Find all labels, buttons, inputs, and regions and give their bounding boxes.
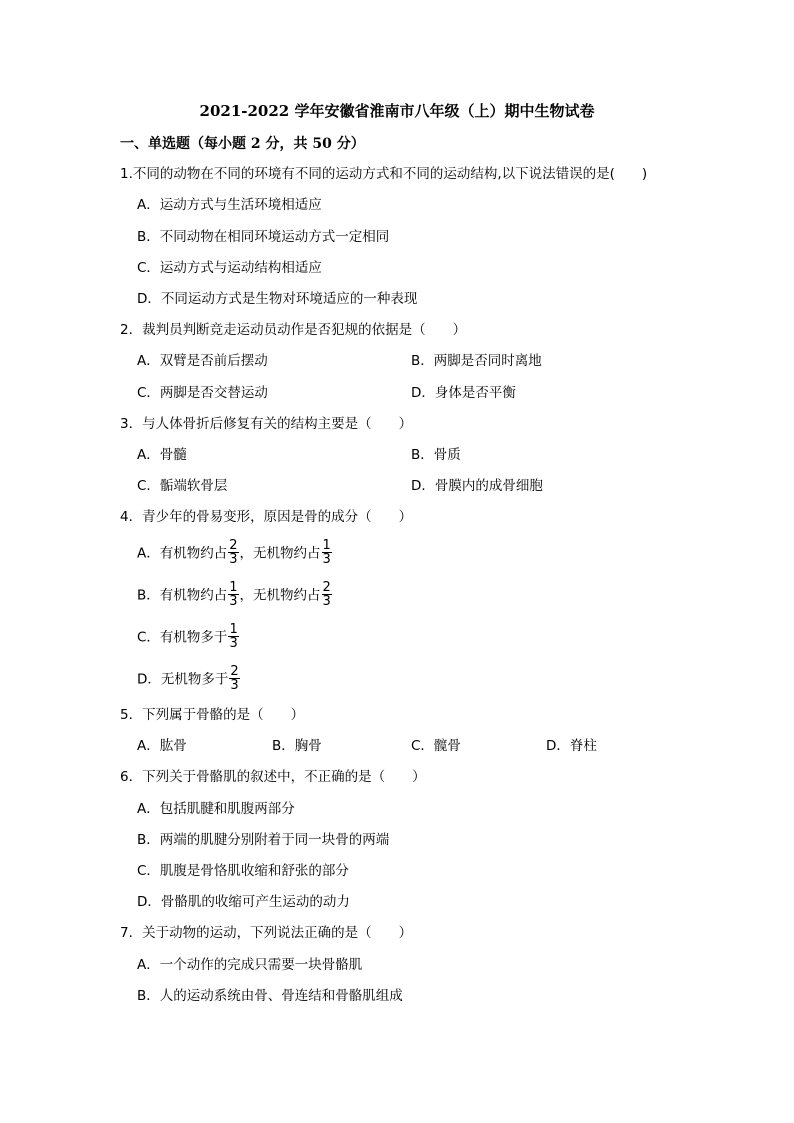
fraction <box>322 539 332 566</box>
fraction-numerator: 2 <box>230 664 239 679</box>
option-text: C．有机物多于 <box>137 629 228 646</box>
section-heading: 一、单选题（每小题 2 分，共 50 分） <box>120 136 365 152</box>
exam-title: 2021-2022 学年安徽省淮南市八年级（上）期中生物试卷 <box>199 102 595 120</box>
question-7-option-a: A．一个动作的完成只需要一块骨骼肌 <box>137 957 363 973</box>
question-2-option-b: B．两脚是否同时离地 <box>411 353 542 369</box>
question-1-option-d: D．不同运动方式是生物对环境适应的一种表现 <box>137 291 418 307</box>
question-6-option-b: B．两端的肌腱分别附着于同一块骨的两端 <box>137 832 390 848</box>
fraction-numerator: 1 <box>322 538 331 553</box>
question-5-stem: 5．下列属于骨骼的是（ ） <box>120 707 305 723</box>
question-4-option-b <box>137 582 333 609</box>
question-2-option-c: C．两脚是否交替运动 <box>137 385 268 401</box>
fraction <box>228 581 238 608</box>
question-5-option-b: B．胸骨 <box>272 738 322 754</box>
question-1-option-c: C．运动方式与运动结构相适应 <box>137 260 322 276</box>
question-3-option-b: B．骨质 <box>411 447 461 463</box>
question-2-option-a: A．双臂是否前后摆动 <box>137 353 268 369</box>
fraction-denominator: 3 <box>229 636 238 651</box>
question-5-option-c: C．髋骨 <box>411 738 461 754</box>
option-text: D．无机物多于 <box>137 671 229 688</box>
question-6-option-a: A．包括肌腱和肌腹两部分 <box>137 801 295 817</box>
fraction-numerator: 2 <box>322 580 331 595</box>
question-6-option-c: C．肌腹是骨恪肌收缩和舒张的部分 <box>137 863 349 879</box>
question-3-option-a: A．骨髓 <box>137 447 187 463</box>
question-4-stem: 4．青少年的骨易变形，原因是骨的成分（ ） <box>120 509 413 525</box>
fraction <box>228 539 238 566</box>
fraction-numerator: 2 <box>229 538 238 553</box>
option-text: B．有机物约占 <box>137 587 228 604</box>
question-7-stem: 7．关于动物的运动，下列说法正确的是（ ） <box>120 925 413 941</box>
fraction-numerator: 1 <box>229 580 238 595</box>
option-text: A．有机物约占 <box>137 545 228 562</box>
option-text: ，无机物约占 <box>239 545 321 562</box>
fraction-denominator: 3 <box>322 552 331 567</box>
question-2-option-d: D．身体是否平衡 <box>411 385 516 401</box>
fraction <box>322 581 332 608</box>
question-3-stem: 3．与人体骨折后修复有关的结构主要是（ ） <box>120 416 413 432</box>
question-4-option-c <box>137 624 240 651</box>
fraction-denominator: 3 <box>322 594 331 609</box>
question-1-option-a: A．运动方式与生活环境相适应 <box>137 197 322 213</box>
question-4-option-d <box>137 666 241 693</box>
fraction-denominator: 3 <box>229 594 238 609</box>
fraction-numerator: 1 <box>229 622 238 637</box>
question-3-option-c: C．骺端软骨层 <box>137 478 228 494</box>
question-3-option-d: D．骨膜内的成骨细胞 <box>411 478 543 494</box>
question-7-option-b: B．人的运动系统由骨、骨连结和骨骼肌组成 <box>137 988 403 1004</box>
fraction <box>228 623 238 650</box>
question-5-option-a: A．肱骨 <box>137 738 187 754</box>
question-5-option-d: D．脊柱 <box>546 738 597 754</box>
fraction-denominator: 3 <box>230 678 239 693</box>
question-6-stem: 6．下列关于骨骼肌的叙述中，不正确的是（ ） <box>120 769 426 785</box>
question-2-stem: 2．裁判员判断竞走运动员动作是否犯规的依据是（ ） <box>120 322 467 338</box>
question-1-option-b: B．不同动物在相同环境运动方式一定相同 <box>137 229 390 245</box>
fraction <box>229 665 239 692</box>
option-text: ，无机物约占 <box>239 587 321 604</box>
fraction-denominator: 3 <box>229 552 238 567</box>
question-4-option-a <box>137 540 333 567</box>
question-6-option-d: D．骨骼肌的收缩可产生运动的动力 <box>137 894 350 910</box>
question-1-stem: 1.不同的动物在不同的环境有不同的运动方式和不同的运动结构,以下说法错误的是( ) <box>120 166 648 182</box>
